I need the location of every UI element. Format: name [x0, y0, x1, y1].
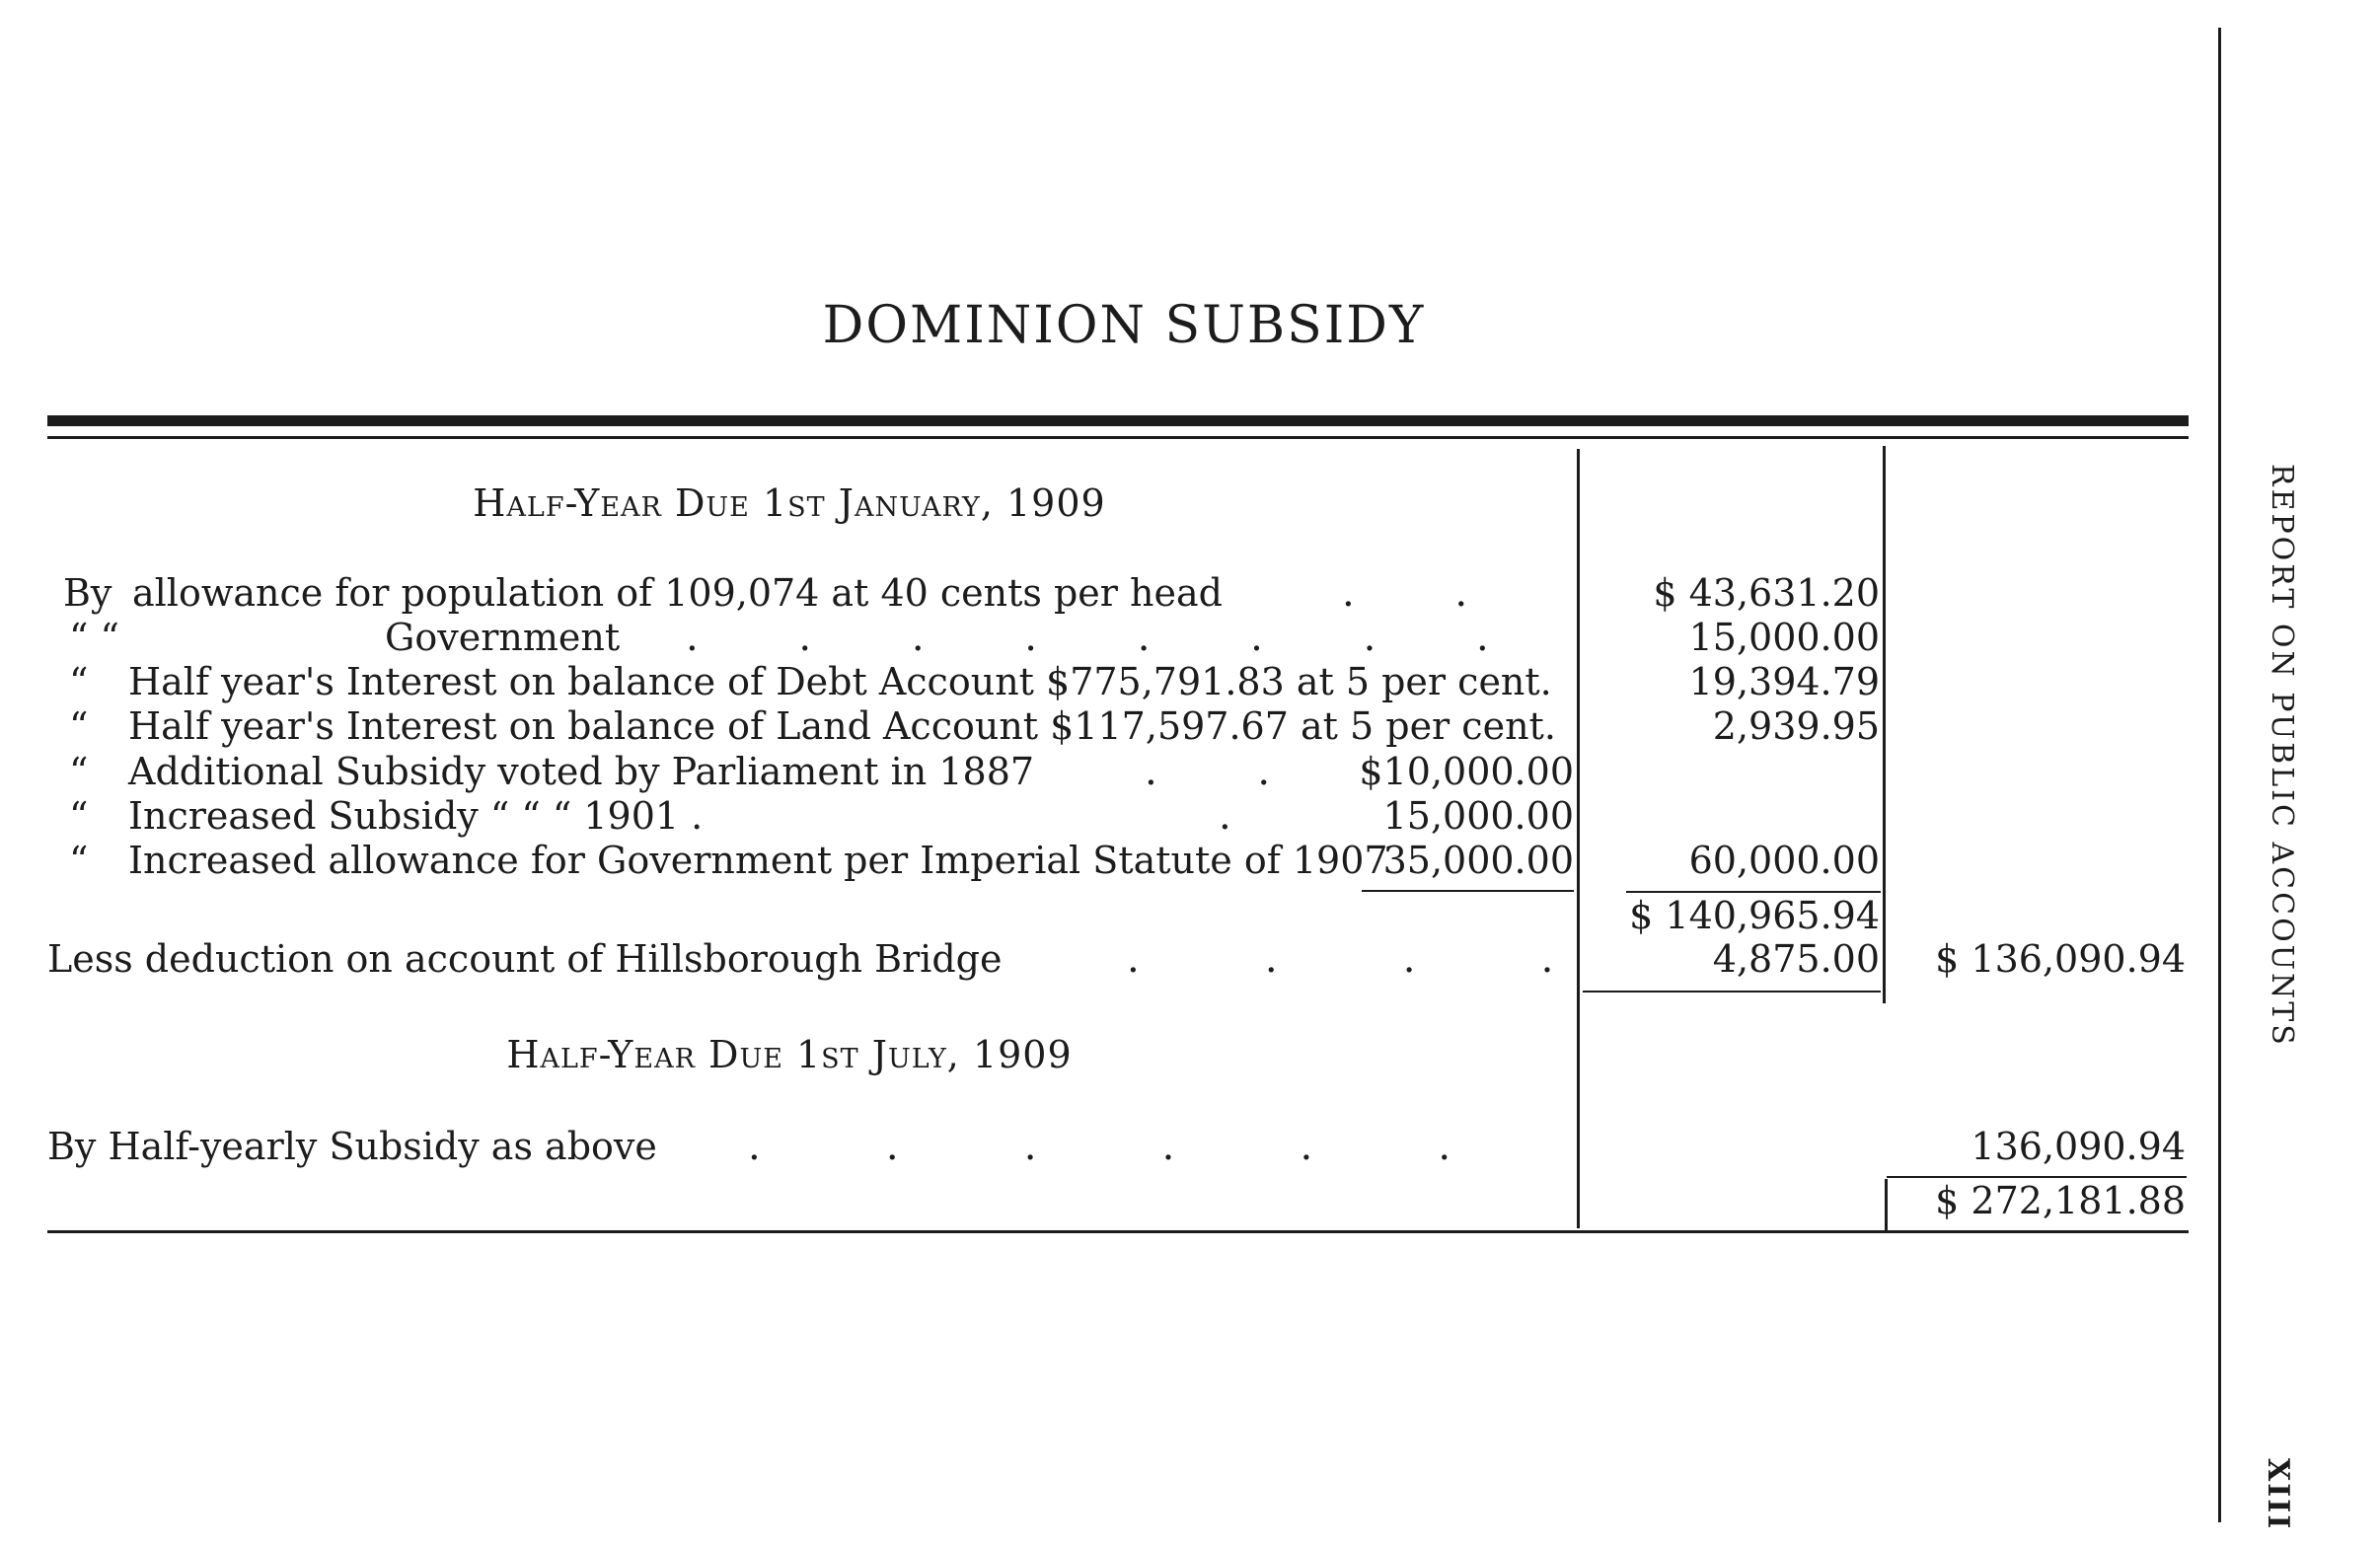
deduction-amount: 4,875.00: [1712, 937, 1880, 981]
grand-total-rule: [1887, 1176, 2187, 1178]
section-heading-january: Half-Year Due 1st January, 1909: [473, 481, 1106, 525]
amount-col2: 15,000.00: [1688, 616, 1880, 659]
amount-col1: $10,000.00: [1359, 750, 1574, 793]
row-ditto: “: [69, 660, 89, 703]
leader-dots: . .: [1145, 749, 1271, 794]
bottom-rule: [47, 1230, 2189, 1233]
amount-col1: 35,000.00: [1382, 839, 1574, 882]
leader-dots: .: [1219, 793, 1231, 839]
row-ditto: “ “: [69, 616, 119, 659]
top-thick-rule: [47, 415, 2189, 426]
row-ditto: “: [69, 750, 89, 793]
row-label: Half year's Interest on balance of Land Account $117,597.67 at 5 per cent.: [128, 704, 1556, 748]
column-divider-1: [1577, 449, 1580, 1228]
top-thin-rule: [47, 436, 2189, 439]
margin-rule: [2218, 28, 2221, 1522]
section-heading-july: Half-Year Due 1st July, 1909: [506, 1033, 1073, 1076]
leader-dots: . . . .: [1127, 936, 1554, 982]
row-ditto: “: [69, 839, 89, 882]
deduction-rule: [1583, 991, 1881, 993]
leader-dots: . . . . . .: [748, 1124, 1451, 1169]
page-folio: XIII: [2261, 1458, 2295, 1531]
row-label: allowance for population of 109,074 at 40 cents per head: [132, 571, 1223, 615]
row-label: Half year's Interest on balance of Debt Account $775,791.83 at 5 per cent.: [128, 660, 1552, 703]
row-ditto: “: [69, 704, 89, 748]
column-divider-3: [1885, 1179, 1888, 1230]
deduction-label: Less deduction on account of Hillsborough Bridge: [47, 937, 1003, 981]
leader-dots: . . . . . . . .: [686, 615, 1489, 660]
running-head: REPORT ON PUBLIC ACCOUNTS: [2265, 464, 2299, 1048]
amount-col2: $ 43,631.20: [1653, 571, 1880, 615]
row-label: Additional Subsidy voted by Parliament in 1887: [128, 750, 1035, 793]
half-year-total: $ 136,090.94: [1935, 937, 2186, 981]
page-title: DOMINION SUBSIDY: [822, 296, 1426, 355]
amount-col2: 2,939.95: [1712, 704, 1880, 748]
subtotal-amount: $ 140,965.94: [1629, 894, 1880, 937]
amount-col1: 15,000.00: [1382, 794, 1574, 838]
column-divider-2: [1883, 446, 1886, 1003]
row-ditto: “: [69, 794, 89, 838]
amount-col2: 19,394.79: [1688, 660, 1880, 703]
row-label: Increased Subsidy “ “ “ 1901 .: [128, 794, 704, 838]
row-label: Government: [385, 616, 621, 659]
row-label: Increased allowance for Government per Imperial Statute of 1907: [128, 839, 1388, 882]
half-yearly-amount: 136,090.94: [1971, 1125, 2186, 1168]
sum-rule-col2: [1626, 891, 1881, 893]
half-yearly-label: By Half-yearly Subsidy as above: [47, 1125, 657, 1168]
row-ditto: By: [63, 571, 112, 615]
sum-rule-col1: [1362, 890, 1574, 892]
grand-total-amount: $ 272,181.88: [1935, 1179, 2186, 1222]
amount-col2: 60,000.00: [1688, 839, 1880, 882]
leader-dots: . .: [1342, 570, 1468, 616]
